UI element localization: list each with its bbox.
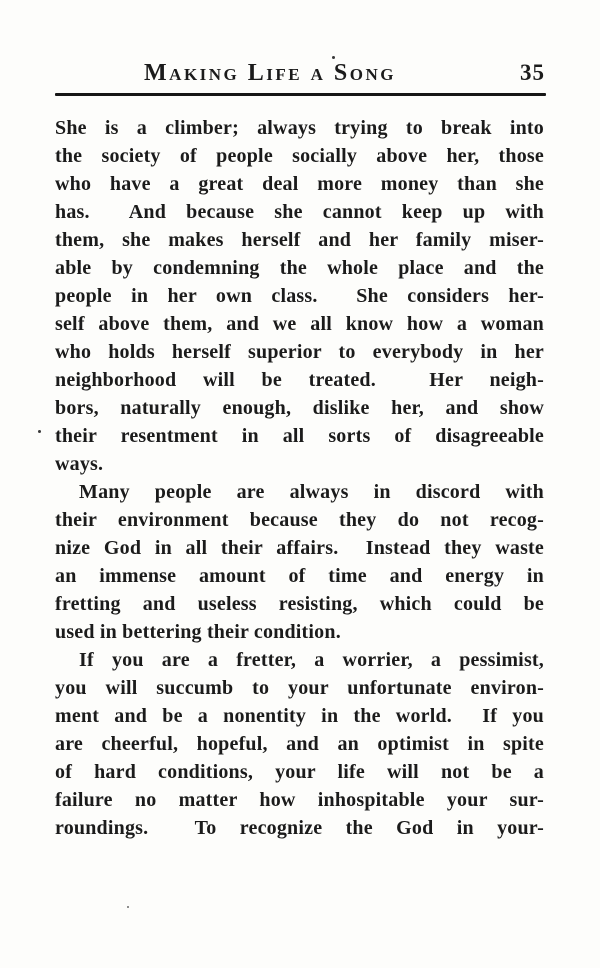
text-line: the society of people socially above her, those	[55, 145, 544, 167]
header-rule	[55, 93, 546, 96]
text-line: has. And because she cannot keep up with	[55, 201, 544, 223]
text-line: fretting and useless resisting, which could be	[55, 593, 544, 615]
text-line: ment and be a nonentity in the world. If you	[55, 705, 544, 727]
text-line: an immense amount of time and energy in	[55, 565, 544, 587]
scan-speck	[332, 56, 335, 59]
text-line: If you are a fretter, a worrier, a pessimist,	[79, 649, 544, 671]
page-title: Making Life a Song	[144, 60, 396, 86]
text-line: their environment because they do not recog-	[55, 509, 544, 531]
page-number: 35	[520, 60, 545, 85]
text-line: you will succumb to your unfortunate environ-	[55, 677, 544, 699]
text-line: bors, naturally enough, dislike her, and show	[55, 397, 544, 419]
text-line: roundings. To recognize the God in your-	[55, 817, 544, 839]
text-line: She is a climber; always trying to break into	[55, 117, 544, 139]
text-line: ways.	[55, 453, 104, 475]
text-line: them, she makes herself and her family miser-	[55, 229, 544, 251]
text-line: nize God in all their affairs. Instead they waste	[55, 537, 544, 559]
text-line: neighborhood will be treated. Her neigh-	[55, 369, 544, 391]
text-line: failure no matter how inhospitable your sur-	[55, 789, 544, 811]
text-line: who holds herself superior to everybody in her	[55, 341, 544, 363]
text-line: Many people are always in discord with	[79, 481, 544, 503]
body-text	[55, 114, 544, 842]
text-line: self above them, and we all know how a woman	[55, 313, 544, 335]
running-header	[55, 58, 545, 88]
text-line: are cheerful, hopeful, and an optimist in spite	[55, 733, 544, 755]
text-line: of hard conditions, your life will not be a	[55, 761, 544, 783]
text-line: people in her own class. She considers her-	[55, 285, 544, 307]
scan-speck	[38, 430, 41, 433]
text-line: used in bettering their condition.	[55, 621, 341, 643]
text-line: their resentment in all sorts of disagreeable	[55, 425, 544, 447]
scan-speck	[127, 906, 129, 908]
text-line: who have a great deal more money than she	[55, 173, 544, 195]
text-line: able by condemning the whole place and the	[55, 257, 544, 279]
